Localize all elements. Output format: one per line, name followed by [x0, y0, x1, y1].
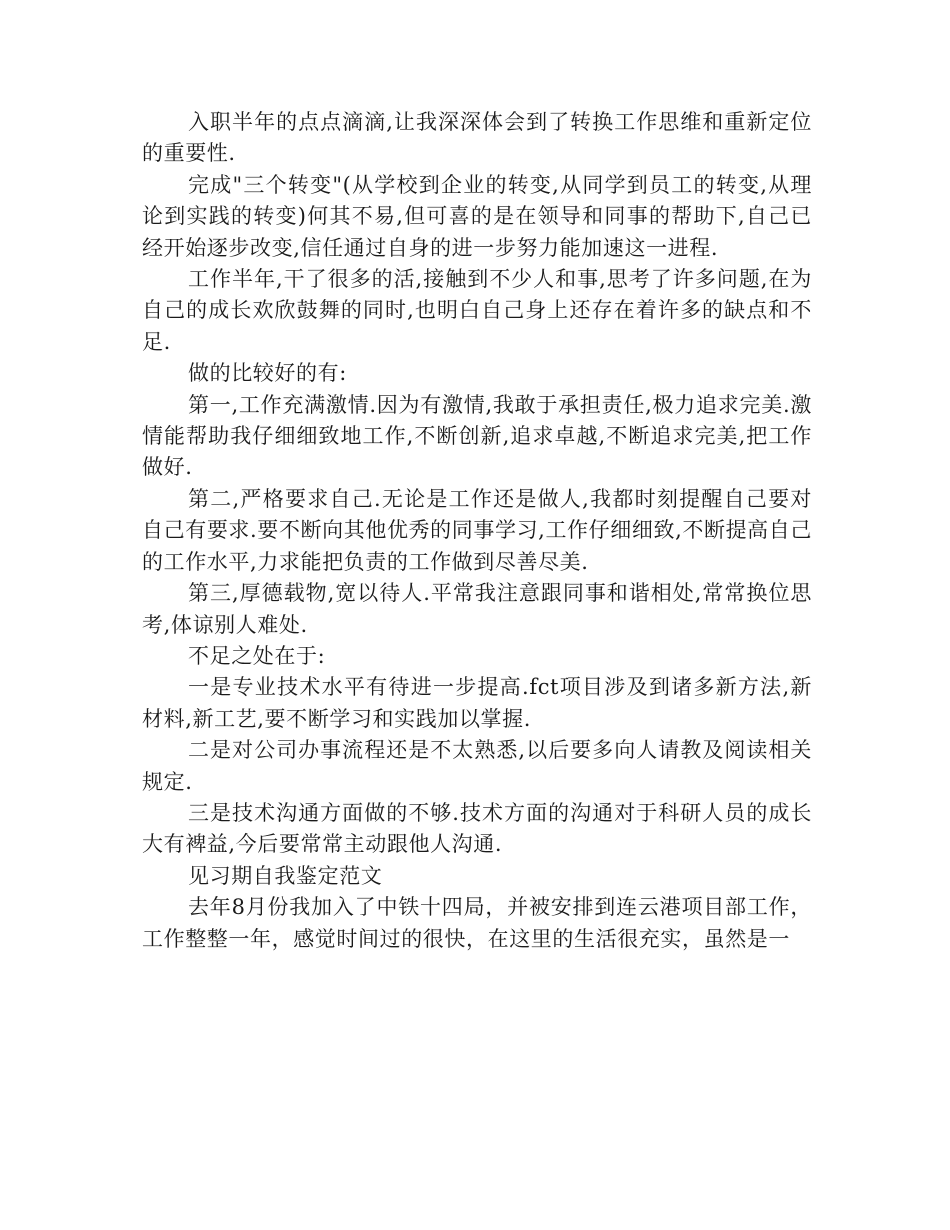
paragraph-1: 入职半年的点点滴滴,让我深深体会到了转换工作思维和重新定位的重要性. [142, 110, 812, 166]
paragraph-3: 工作半年,干了很多的活,接触到不少人和事,思考了许多问题,在为自己的成长欢欣鼓舞的同时,也明白自己身上还存在着许多的缺点和不足. [142, 267, 812, 354]
paragraph-5: 第一,工作充满激情.因为有激情,我敢于承担责任,极力追求完美.激情能帮助我仔细细致地工作,不断创新,追求卓越,不断追求完美,把工作做好. [142, 392, 812, 480]
paragraph-4: 做的比较好的有: [188, 361, 347, 386]
paragraph-9: 一是专业技术水平有待进一步提高.fct项目涉及到诸多新方法,新材料,新工艺,要不断学习和实践加以掌握. [142, 675, 812, 731]
paragraph-10: 二是对公司办事流程还是不太熟悉,以后要多向人请教及阅读相关规定. [142, 738, 812, 794]
paragraph-13: 去年8月份我加入了中铁十四局，并被安排到连云港项目部工作，工作整整一年，感觉时间过的很快，在这里的生活很充实，虽然是一 [142, 895, 812, 951]
paragraph-8: 不足之处在于: [188, 643, 326, 668]
paragraph-6: 第二,严格要求自己.无论是工作还是做人,我都时刻提醒自己要对自己有要求.要不断向其他优秀的同事学习,工作仔细细致,不断提高自己的工作水平,力求能把负责的工作做到尽善尽美. [142, 486, 812, 574]
paragraph-11: 三是技术沟通方面做的不够.技术方面的沟通对于科研人员的成长大有裨益,今后要常常主动跟他人沟通. [142, 800, 812, 857]
paragraph-2: 完成"三个转变"(从学校到企业的转变,从同学到员工的转变,从理论到实践的转变)何其不易,但可喜的是在领导和同事的帮助下,自己已经开始逐步改变,信任通过自身的进一步努力能加速这一进程. [142, 172, 812, 260]
paragraph-7: 第三,厚德载物,宽以待人.平常我注意跟同事和谐相处,常常换位思考,体谅别人难处. [142, 581, 812, 637]
section-heading: 见习期自我鉴定范文 [188, 863, 383, 888]
document-body [142, 107, 812, 955]
